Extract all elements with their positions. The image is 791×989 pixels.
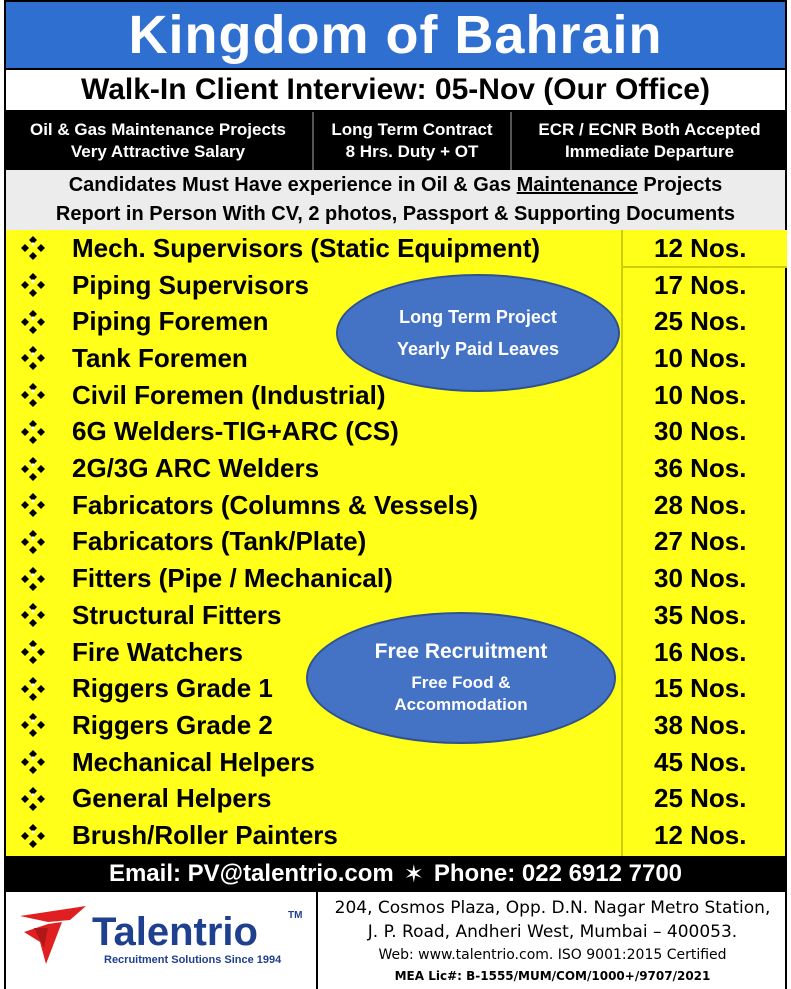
- info-line: Long Term Contract: [331, 120, 493, 139]
- website-text[interactable]: Web: www.talentrio.com. ISO 9001:2015 Certified: [378, 947, 727, 963]
- job-title: Mechanical Helpers: [72, 746, 315, 777]
- info-cell-contract: [314, 112, 512, 170]
- info-line: 8 Hrs. Duty + OT: [345, 142, 479, 161]
- job-row: [6, 560, 789, 597]
- four-diamond-bullet-icon: [20, 602, 46, 628]
- contact-bar: [4, 856, 787, 892]
- job-title: Brush/Roller Painters: [72, 820, 338, 851]
- four-diamond-bullet-icon: [20, 786, 46, 812]
- company-logo: [6, 892, 318, 989]
- requirements-underlined: Maintenance: [516, 174, 638, 196]
- four-diamond-bullet-icon: [20, 345, 46, 371]
- info-cell-departure: [512, 112, 787, 170]
- callout-line: Accommodation: [394, 695, 528, 714]
- title-banner: [4, 0, 787, 70]
- address-line: J. P. Road, Andheri West, Mumbai – 400053.: [367, 922, 738, 942]
- callout-line: Long Term Project: [399, 307, 557, 327]
- talentrio-logo-icon: [18, 902, 88, 966]
- job-count: 30 Nos.: [654, 416, 747, 447]
- info-line: ECR / ECNR Both Accepted: [538, 120, 761, 139]
- trademark: TM: [288, 910, 303, 921]
- license-text: MEA Lic#: B-1555/MUM/COM/1000+/9707/2021: [394, 969, 711, 983]
- job-count: 10 Nos.: [654, 379, 747, 410]
- job-row: [6, 744, 789, 781]
- job-title: Fabricators (Columns & Vessels): [72, 489, 479, 520]
- job-row: [6, 524, 789, 561]
- job-count: 25 Nos.: [654, 783, 747, 814]
- job-row: [6, 230, 789, 267]
- long-term-project-callout: [336, 274, 620, 392]
- job-title: Riggers Grade 1: [72, 673, 273, 704]
- job-title: Fabricators (Tank/Plate): [72, 526, 367, 557]
- requirements-line-2: Report in Person With CV, 2 photos, Passport & Supporting Documents: [55, 203, 736, 225]
- job-title: 6G Welders-TIG+ARC (CS): [72, 416, 399, 447]
- job-count: 28 Nos.: [654, 489, 747, 520]
- four-diamond-bullet-icon: [20, 529, 46, 555]
- interview-banner: [4, 70, 787, 112]
- company-address: [318, 892, 787, 989]
- free-recruitment-callout: [306, 612, 616, 744]
- callout-title: Free Recruitment: [374, 640, 548, 663]
- job-count: 38 Nos.: [654, 709, 747, 740]
- info-row: [4, 112, 787, 170]
- job-row: [6, 414, 789, 451]
- job-title: Tank Foremen: [72, 342, 248, 373]
- job-row: [6, 817, 789, 854]
- info-line: Very Attractive Salary: [70, 142, 246, 161]
- requirements-banner: [4, 170, 787, 230]
- four-diamond-bullet-icon: [20, 566, 46, 592]
- job-count: 36 Nos.: [654, 453, 747, 484]
- job-count: 12 Nos.: [654, 232, 747, 263]
- four-diamond-bullet-icon: [20, 309, 46, 335]
- star-separator-icon: ✶: [403, 860, 424, 888]
- requirements-line-1: [69, 171, 723, 200]
- job-row: [6, 377, 789, 414]
- job-title: Piping Foremen: [72, 306, 269, 337]
- four-diamond-bullet-icon: [20, 639, 46, 665]
- job-count: 16 Nos.: [654, 636, 747, 667]
- job-count: 12 Nos.: [654, 820, 747, 851]
- phone-text[interactable]: Phone: 022 6912 7700: [433, 860, 683, 887]
- job-count: 10 Nos.: [654, 342, 747, 373]
- job-count: 30 Nos.: [654, 563, 747, 594]
- four-diamond-bullet-icon: [20, 456, 46, 482]
- email-text[interactable]: Email: PV@talentrio.com: [108, 860, 394, 887]
- info-line: Immediate Departure: [564, 142, 735, 161]
- job-title: 2G/3G ARC Welders: [72, 453, 320, 484]
- four-diamond-bullet-icon: [20, 272, 46, 298]
- job-count: 45 Nos.: [654, 746, 747, 777]
- four-diamond-bullet-icon: [20, 235, 46, 261]
- callout-line: Free Food &: [411, 673, 511, 692]
- four-diamond-bullet-icon: [20, 823, 46, 849]
- four-diamond-bullet-icon: [20, 749, 46, 775]
- four-diamond-bullet-icon: [20, 676, 46, 702]
- job-row: [6, 450, 789, 487]
- job-count: 17 Nos.: [654, 269, 747, 300]
- info-cell-projects: [4, 112, 314, 170]
- job-title: Fitters (Pipe / Mechanical): [72, 563, 393, 594]
- job-title: Civil Foremen (Industrial): [72, 379, 386, 410]
- job-row: [6, 781, 789, 818]
- job-count: 25 Nos.: [654, 306, 747, 337]
- job-list: [4, 230, 787, 856]
- job-title: Structural Fitters: [72, 599, 282, 630]
- interview-subtitle: Walk-In Client Interview: 05-Nov (Our Office): [81, 73, 710, 106]
- job-title: Riggers Grade 2: [72, 709, 273, 740]
- four-diamond-bullet-icon: [20, 382, 46, 408]
- requirements-text: Candidates Must Have experience in Oil & Gas: [68, 174, 512, 196]
- four-diamond-bullet-icon: [20, 492, 46, 518]
- footer: [4, 892, 787, 989]
- job-count: 15 Nos.: [654, 673, 747, 704]
- job-count: 35 Nos.: [654, 599, 747, 630]
- callout-line: Yearly Paid Leaves: [396, 339, 560, 359]
- job-title: Mech. Supervisors (Static Equipment): [72, 232, 541, 263]
- job-title: Fire Watchers: [72, 636, 243, 667]
- job-title: General Helpers: [72, 783, 272, 814]
- four-diamond-bullet-icon: [20, 419, 46, 445]
- job-row: [6, 487, 789, 524]
- requirements-text: Projects: [643, 174, 723, 196]
- company-name: Talentrio: [92, 910, 258, 954]
- job-title: Piping Supervisors: [72, 269, 309, 300]
- job-count: 27 Nos.: [654, 526, 747, 557]
- four-diamond-bullet-icon: [20, 712, 46, 738]
- address-line: 204, Cosmos Plaza, Opp. D.N. Nagar Metro Station,: [334, 898, 771, 918]
- info-line: Oil & Gas Maintenance Projects: [29, 120, 287, 139]
- page-title: Kingdom of Bahrain: [128, 5, 663, 65]
- company-tagline: Recruitment Solutions Since 1994: [104, 954, 282, 966]
